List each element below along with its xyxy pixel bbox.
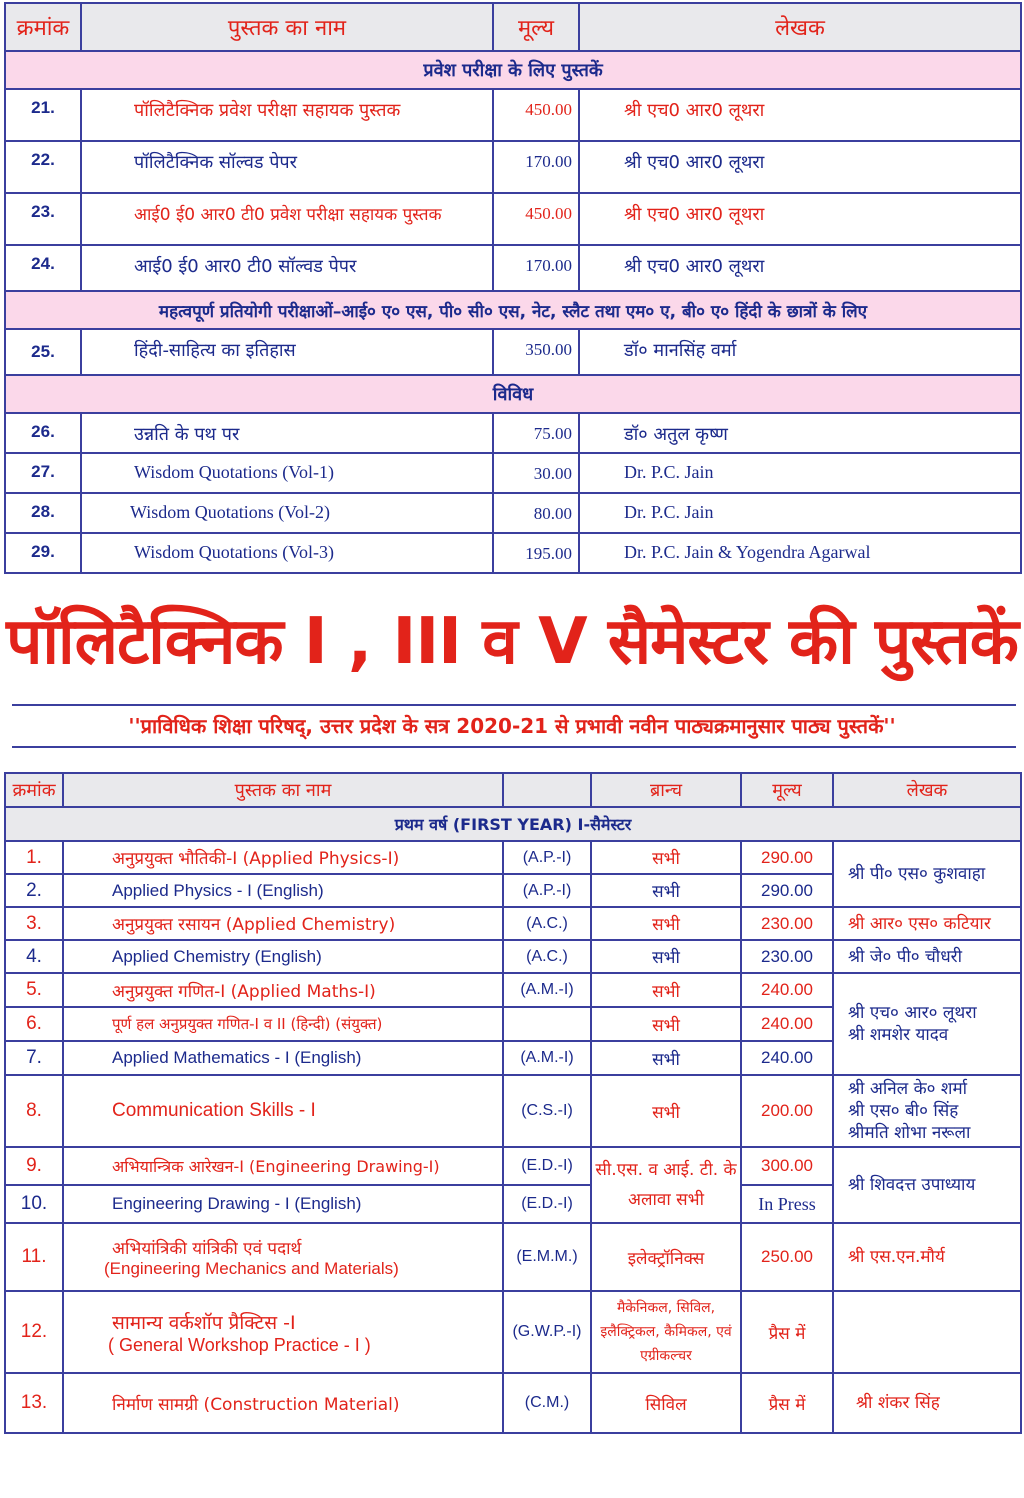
- book-price: 290.00: [741, 841, 833, 874]
- book-code: (G.W.P.-I): [503, 1291, 591, 1373]
- book-author: डॉ० अतुल कृष्ण: [579, 413, 1021, 453]
- table-row: [5, 493, 1021, 533]
- book-branch: सिविल: [591, 1373, 741, 1433]
- book-title: पॉलिटैक्निक प्रवेश परीक्षा सहायक पुस्तक: [81, 89, 493, 141]
- author-line: श्री अनिल के० शर्मा: [848, 1079, 968, 1099]
- book-branch: सी.एस. व आई. टी. के अलावा सभी: [591, 1147, 741, 1223]
- book-price: 230.00: [741, 907, 833, 940]
- section-header: [5, 51, 1021, 89]
- book-branch: सभी: [591, 973, 741, 1007]
- book-price: 195.00: [493, 533, 579, 573]
- header-name: पुस्तक का नाम: [81, 3, 493, 51]
- section-header: [5, 291, 1021, 329]
- table-row: [5, 973, 1021, 1007]
- book-title: अभियान्त्रिक आरेखन-I (Engineering Drawing-I): [63, 1147, 503, 1185]
- section-entrance: प्रवेश परीक्षा के लिए पुस्तकें: [5, 51, 1021, 89]
- section-misc: विविध: [5, 375, 1021, 413]
- header-name: पुस्तक का नाम: [63, 773, 503, 807]
- table-row: [5, 245, 1021, 291]
- author-line: श्रीमति शोभा नरूला: [848, 1123, 971, 1143]
- book-code: (E.D.-I): [503, 1185, 591, 1223]
- book-author: [833, 973, 1021, 1075]
- book-price: प्रैस में: [741, 1291, 833, 1373]
- book-title: अनुप्रयुक्त रसायन (Applied Chemistry): [63, 907, 503, 940]
- row-number: 8.: [5, 1075, 63, 1147]
- row-number: 26.: [5, 413, 81, 453]
- table-row: [5, 413, 1021, 453]
- book-title: उन्नति के पथ पर: [81, 413, 493, 453]
- row-number: 10.: [5, 1185, 63, 1223]
- table-row: [5, 1373, 1021, 1433]
- book-branch: सभी: [591, 907, 741, 940]
- book-branch: इलेक्ट्रॉनिक्स: [591, 1223, 741, 1291]
- book-code: (A.M.-I): [503, 973, 591, 1007]
- header-author: लेखक: [833, 773, 1021, 807]
- row-number: 5.: [5, 973, 63, 1007]
- book-branch: सभी: [591, 874, 741, 907]
- table-row: [5, 1147, 1021, 1185]
- book-author: श्री पी० एस० कुशवाहा: [833, 841, 1021, 907]
- book-author: Dr. P.C. Jain: [579, 453, 1021, 493]
- row-number: 9.: [5, 1147, 63, 1185]
- book-price: प्रैस में: [741, 1373, 833, 1433]
- row-number: 21.: [5, 89, 81, 141]
- book-branch: सभी: [591, 940, 741, 973]
- divider-top: [12, 704, 1016, 706]
- table-header: [5, 773, 1021, 807]
- table-row: [5, 1075, 1021, 1147]
- book-code: (A.P.-I): [503, 841, 591, 874]
- book-code: (C.M.): [503, 1373, 591, 1433]
- book-title: [63, 1223, 503, 1291]
- book-price: 75.00: [493, 413, 579, 453]
- row-number: 22.: [5, 141, 81, 193]
- row-number: 1.: [5, 841, 63, 874]
- book-price: 250.00: [741, 1223, 833, 1291]
- table-row: [5, 533, 1021, 573]
- header-price: मूल्य: [741, 773, 833, 807]
- book-title: पूर्ण हल अनुप्रयुक्त गणित-I व II (हिन्दी) (संयुक्त): [63, 1007, 503, 1041]
- book-code: (A.P.-I): [503, 874, 591, 907]
- book-title: अनुप्रयुक्त भौतिकी-I (Applied Physics-I): [63, 841, 503, 874]
- book-price: 300.00: [741, 1147, 833, 1185]
- book-author: श्री शंकर सिंह: [833, 1373, 1021, 1433]
- row-number: 28.: [5, 493, 81, 533]
- book-price: 170.00: [493, 141, 579, 193]
- table-row: [5, 907, 1021, 940]
- book-price: 450.00: [493, 89, 579, 141]
- row-number: 2.: [5, 874, 63, 907]
- row-number: 7.: [5, 1041, 63, 1075]
- book-title: अनुप्रयुक्त गणित-I (Applied Maths-I): [63, 973, 503, 1007]
- title-line: ( General Workshop Practice - I ): [108, 1334, 371, 1355]
- table-row: [5, 453, 1021, 493]
- book-price: 290.00: [741, 874, 833, 907]
- header-code: [503, 773, 591, 807]
- book-title: निर्माण सामग्री (Construction Material): [63, 1373, 503, 1433]
- book-author: [833, 1075, 1021, 1147]
- book-price: 240.00: [741, 1041, 833, 1075]
- title-line: सामान्य वर्कशॉप प्रैक्टिस -I: [112, 1311, 296, 1334]
- section-header: [5, 807, 1021, 841]
- book-code: (E.M.M.): [503, 1223, 591, 1291]
- book-price: 80.00: [493, 493, 579, 533]
- book-code: (E.D.-I): [503, 1147, 591, 1185]
- row-number: 27.: [5, 453, 81, 493]
- book-title: [63, 1291, 503, 1373]
- book-price: 30.00: [493, 453, 579, 493]
- row-number: 23.: [5, 193, 81, 245]
- book-author-empty: [833, 1291, 1021, 1373]
- book-title: पॉलिटैक्निक सॉल्वड पेपर: [81, 141, 493, 193]
- book-title: Engineering Drawing - I (English): [63, 1185, 503, 1223]
- author-line: श्री एच० आर० लूथरा: [848, 1003, 977, 1023]
- book-author: श्री एच0 आर0 लूथरा: [579, 245, 1021, 291]
- book-price: 450.00: [493, 193, 579, 245]
- title-line: (Engineering Mechanics and Materials): [104, 1258, 399, 1278]
- book-title: Communication Skills - I: [63, 1075, 503, 1147]
- row-number: 13.: [5, 1373, 63, 1433]
- row-number: 3.: [5, 907, 63, 940]
- board-subtitle: ''प्राविधिक शिक्षा परिषद्, उत्तर प्रदेश के सत्र 2020-21 से प्रभावी नवीन पाठ्यक्रमानुसार पाठ्य पुस्तकें'': [128, 714, 896, 738]
- section-first-year: प्रथम वर्ष (FIRST YEAR) I-सैमेस्टर: [5, 807, 1021, 841]
- book-price: 200.00: [741, 1075, 833, 1147]
- author-line: श्री एस० बी० सिंह: [848, 1101, 959, 1121]
- book-code: (A.C.): [503, 940, 591, 973]
- book-author: Dr. P.C. Jain & Yogendra Agarwal: [579, 533, 1021, 573]
- table-row: [5, 940, 1021, 973]
- header-price: मूल्य: [493, 3, 579, 51]
- table-row: [5, 193, 1021, 245]
- book-author: श्री एच0 आर0 लूथरा: [579, 89, 1021, 141]
- table-header: [5, 3, 1021, 51]
- book-code: [503, 1007, 591, 1041]
- book-price: 240.00: [741, 1007, 833, 1041]
- book-title: आई0 ई0 आर0 टी0 सॉल्वड पेपर: [81, 245, 493, 291]
- semester-books-table: [4, 772, 1022, 1434]
- section-competitive: महत्वपूर्ण प्रतियोगी परीक्षाओं–आई० ए० एस, पी० सी० एस, नेट, स्लैट तथा एम० ए, बी० ए० हिंदी के छात्रों के लिए: [5, 291, 1021, 329]
- book-branch: सभी: [591, 1075, 741, 1147]
- book-branch: सभी: [591, 841, 741, 874]
- row-number: 24.: [5, 245, 81, 291]
- book-price: In Press: [741, 1185, 833, 1223]
- row-number: 29.: [5, 533, 81, 573]
- book-author: डॉ० मानसिंह वर्मा: [579, 329, 1021, 375]
- row-number: 6.: [5, 1007, 63, 1041]
- book-author: श्री एच0 आर0 लूथरा: [579, 193, 1021, 245]
- book-code: (C.S.-I): [503, 1075, 591, 1147]
- book-author: श्री शिवदत्त उपाध्याय: [833, 1147, 1021, 1223]
- book-title: Wisdom Quotations (Vol-3): [81, 533, 493, 573]
- book-price: 170.00: [493, 245, 579, 291]
- book-price: 240.00: [741, 973, 833, 1007]
- header-sr: क्रमांक: [5, 773, 63, 807]
- author-line: श्री शमशेर यादव: [848, 1025, 949, 1045]
- book-price: 230.00: [741, 940, 833, 973]
- book-branch: सभी: [591, 1041, 741, 1075]
- header-sr: क्रमांक: [5, 3, 81, 51]
- table-row: [5, 141, 1021, 193]
- book-title: Applied Mathematics - I (English): [63, 1041, 503, 1075]
- book-price: 350.00: [493, 329, 579, 375]
- table-row: [5, 329, 1021, 375]
- book-title: Wisdom Quotations (Vol-1): [81, 453, 493, 493]
- table-row: [5, 1291, 1021, 1373]
- book-code: (A.M.-I): [503, 1041, 591, 1075]
- table-row: [5, 841, 1021, 874]
- book-title: Wisdom Quotations (Vol-2): [81, 493, 493, 533]
- book-author: श्री एस.एन.मौर्य: [833, 1223, 1021, 1291]
- book-branch: मैकेनिकल, सिविल, इलैक्ट्रिकल, कैमिकल, एवं एग्रीकल्चर: [591, 1291, 741, 1373]
- book-code: (A.C.): [503, 907, 591, 940]
- book-branch: सभी: [591, 1007, 741, 1041]
- book-title: हिंदी-साहित्य का इतिहास: [81, 329, 493, 375]
- book-author: श्री आर० एस० कटियार: [833, 907, 1021, 940]
- table-row: [5, 89, 1021, 141]
- header-branch: ब्रान्च: [591, 773, 741, 807]
- section-header: [5, 375, 1021, 413]
- book-author: Dr. P.C. Jain: [579, 493, 1021, 533]
- book-author: श्री एच0 आर0 लूथरा: [579, 141, 1021, 193]
- divider-bottom: [12, 746, 1016, 748]
- entrance-books-table: [4, 2, 1022, 574]
- header-author: लेखक: [579, 3, 1021, 51]
- book-title: आई0 ई0 आर0 टी0 प्रवेश परीक्षा सहायक पुस्तक: [81, 193, 493, 245]
- table-row: [5, 1223, 1021, 1291]
- row-number: 11.: [5, 1223, 63, 1291]
- row-number: 4.: [5, 940, 63, 973]
- book-author: श्री जे० पी० चौधरी: [833, 940, 1021, 973]
- title-line: अभियांत्रिकी यांत्रिकी एवं पदार्थ: [112, 1238, 302, 1259]
- book-title: Applied Physics - I (English): [63, 874, 503, 907]
- polytechnic-semester-banner: पॉलिटैक्निक I , III व V सैमेस्टर की पुस्तकें: [6, 605, 1018, 679]
- row-number: 25.: [5, 329, 81, 375]
- row-number: 12.: [5, 1291, 63, 1373]
- book-title: Applied Chemistry (English): [63, 940, 503, 973]
